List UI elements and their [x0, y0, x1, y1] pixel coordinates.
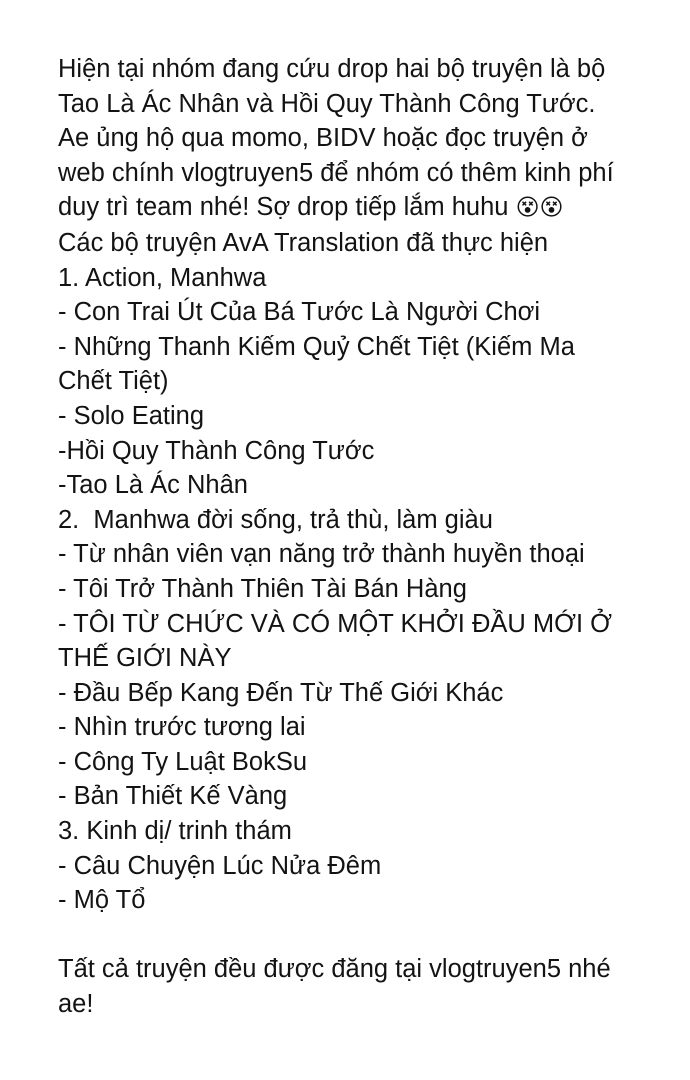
- list-item: - Solo Eating: [58, 401, 205, 430]
- list-heading: Các bộ truyện AvA Translation đã thực hiện: [58, 228, 549, 257]
- intro-paragraph: [58, 52, 632, 226]
- list-item: - TÔI TỪ CHỨC VÀ CÓ MỘT KHỞI ĐẦU MỚI Ở THẾ GIỚI NÀY: [58, 609, 619, 673]
- list-item: - Câu Chuyện Lúc Nửa Đêm: [58, 851, 382, 880]
- footer-note: Tất cả truyện đều được đăng tại vlogtruyen5 nhé ae!: [58, 955, 618, 1019]
- paragraph-spacer: [58, 918, 632, 953]
- dizzy-face-emoji: 😵😵: [515, 195, 564, 222]
- list-item: - Từ nhân viên vạn năng trở thành huyền thoại: [58, 540, 585, 569]
- list-item: - Mộ Tổ: [58, 886, 146, 915]
- intro-text: Hiện tại nhóm đang cứu drop hai bộ truyện là bộ Tao Là Ác Nhân và Hồi Quy Thành Công Tước. Ae ủng hộ qua momo, BIDV hoặc đọc truyện ở web chính vlogtruyen5 để nhóm có thêm kinh phí duy trì team nhé! Sợ drop tiếp lắm huhu: [58, 55, 621, 222]
- document-body: [58, 52, 632, 1022]
- list-item: - Đầu Bếp Kang Đến Từ Thế Giới Khác: [58, 678, 504, 707]
- list-item: -Hồi Quy Thành Công Tước: [58, 436, 375, 465]
- section-title-3: 3. Kinh dị/ trinh thám: [58, 817, 292, 846]
- list-item: - Nhìn trước tương lai: [58, 713, 306, 742]
- list-item: - Con Trai Út Của Bá Tước Là Người Chơi: [58, 298, 541, 327]
- list-item: - Tôi Trở Thành Thiên Tài Bán Hàng: [58, 574, 467, 603]
- list-item: - Công Ty Luật BokSu: [58, 747, 308, 776]
- list-item: - Bản Thiết Kế Vàng: [58, 782, 288, 811]
- section-title-1: 1. Action, Manhwa: [58, 263, 267, 292]
- section-title-2: 2. Manhwa đời sống, trả thù, làm giàu: [58, 505, 493, 534]
- list-item: - Những Thanh Kiếm Quỷ Chết Tiệt (Kiếm Ma Chết Tiệt): [58, 332, 582, 396]
- list-item: -Tao Là Ác Nhân: [58, 471, 248, 500]
